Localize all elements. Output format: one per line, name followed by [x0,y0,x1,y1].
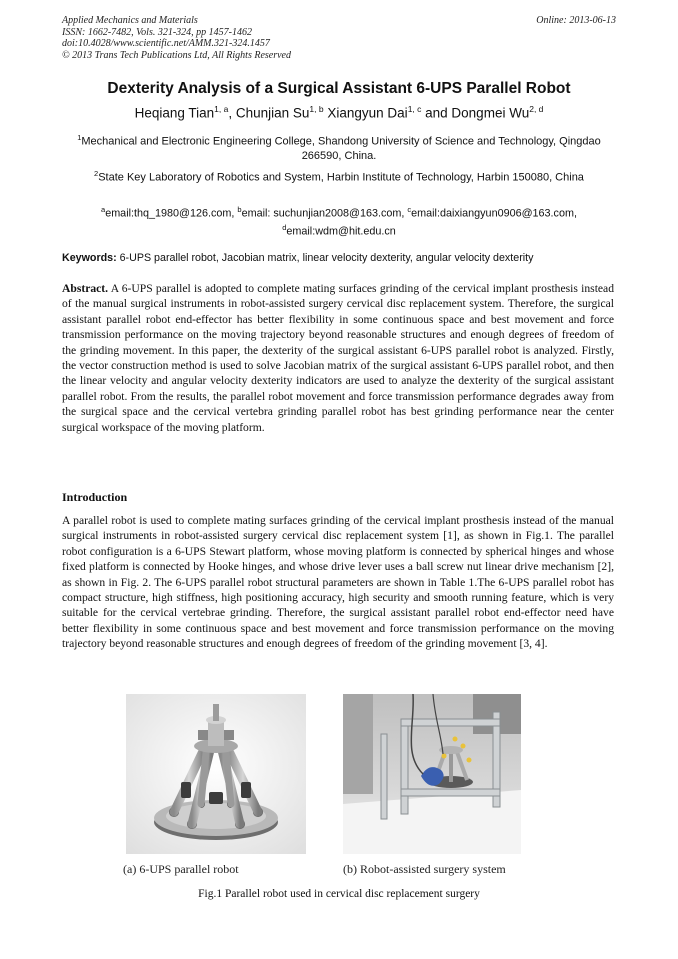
abstract [62,281,614,435]
email-link[interactable]: email:daixiangyun0906@163.com, [411,207,577,220]
introduction-paragraph: A parallel robot is used to complete mating surfaces grinding of the cervical implant prosthesis instead of the manual surgical instruments in robot-assisted surgery cervical disc replacement system [1], as shown in Fig.1. The parallel robot configuration is a 6-UPS Stewart platform, whose moving platform is connected by spherical hinges and whose fixed platform is connected by Hooke hinges, and whose drive lever uses a ball screw nut linear drive mechanism [2], as shown in Fig. 2. The 6-UPS parallel robot structural parameters are shown in Table 1.The 6-UPS parallel robot has compact structure, high stiffness, high positioning accuracy, high security and smooth running feature, which is very suitable for the cervical vertebrae grinding. Therefore, the surgical assistant parallel robot end-effector need have better flexibility in some continuous space and best movement and force transmission performance on the moving trajectory beyond reasonable structures and enough degrees of freedom of the grinding movement [3, 4]. [62,514,614,651]
affiliation-text: State Key Laboratory of Robotics and System, Harbin Institute of Technology, Harbin 150080, China [98,171,584,184]
figure-1-caption: Fig.1 Parallel robot used in cervical disc replacement surgery [198,888,480,900]
keywords-text: 6-UPS parallel robot, Jacobian matrix, linear velocity dexterity, angular velocity dexterity [116,252,534,264]
affiliation-sup: 1 [77,133,82,142]
email-sup: d [282,222,287,232]
paper-title: Dexterity Analysis of a Surgical Assistant 6-UPS Parallel Robot [107,80,571,97]
online-date: Online: 2013-06-13 [536,15,616,26]
author-name: Dongmei Wu [451,105,530,121]
affiliation-2 [62,167,616,185]
author-name: Heqiang Tian [134,105,215,121]
author-list [0,104,678,121]
keywords [62,252,622,264]
keywords-label: Keywords: [62,252,117,264]
section-heading-introduction: Introduction [62,490,128,504]
email-sup: b [237,205,242,214]
email-sup: a [101,205,106,214]
doi-line: doi:10.4028/www.scientific.net/AMM.321-324.1457 [62,38,270,49]
figure-1b-photo [343,694,521,854]
journal-name: Applied Mechanics and Materials [62,15,198,26]
figure-1b-label: (b) Robot-assisted surgery system [343,862,506,876]
affiliation-sup: 2 [94,169,99,178]
issn-line: ISSN: 1662-7482, Vols. 321-324, pp 1457-1462 [62,26,252,38]
journal-header [62,15,616,61]
author-name: Chunjian Su [235,105,310,121]
affiliation-text: Mechanical and Electronic Engineering College, Shandong University of Science and Technology, Qingdao 266590, China. [81,135,601,162]
email-link[interactable]: email:wdm@hit.edu.cn [286,225,396,238]
figure-1a-label: (a) 6-UPS parallel robot [123,862,239,876]
email-link[interactable]: email:thq_1980@126.com, [105,207,238,220]
author-sup: 1, c [407,104,422,114]
author-sep: and [421,105,452,121]
author-sep: , [228,105,236,121]
abstract-text: A 6-UPS parallel is adopted to complete mating surfaces grinding of the cervical implant prosthesis instead of the manual surgical instruments in robot-assisted surgery cervical disc replacement system. Therefore, the surgical assistant parallel robot end-effector has better flexibility in some continuous space and best movement and force transmission performance on the moving trajectory beyond reasonable structures and enough degrees of freedom of the grinding movement. In this paper, the dexterity of the surgical assistant 6-UPS parallel robot is analyzed. Firstly, the vector construction method is used to solve Jacobian matrix of the surgical assistant 6-UPS parallel robot, and then the linear velocity and angular velocity dexterity indicators are used to analyze the dexterity of the surgical assistant parallel robot. From the results, the parallel robot movement and force transmission performance degrades away from the surgical space and the cervical vertebra grinding parallel robot has best grinding performance near the center surgical workspace of the moving platform. [62,282,614,434]
author-sup: 1, b [309,104,324,114]
author-sup: 1, a [214,104,229,114]
copyright-line: © 2013 Trans Tech Publications Ltd, All Rights Reserved [62,49,291,61]
affiliation-1 [62,131,616,163]
email-sup: c [407,205,412,214]
email-list [62,203,616,238]
email-link[interactable]: email: suchunjian2008@163.com, [241,207,408,220]
figure-1a-photo [126,694,306,854]
abstract-label: Abstract. [62,282,109,295]
author-name: Xiangyun Dai [327,105,408,121]
author-sup: 2, d [529,104,544,114]
